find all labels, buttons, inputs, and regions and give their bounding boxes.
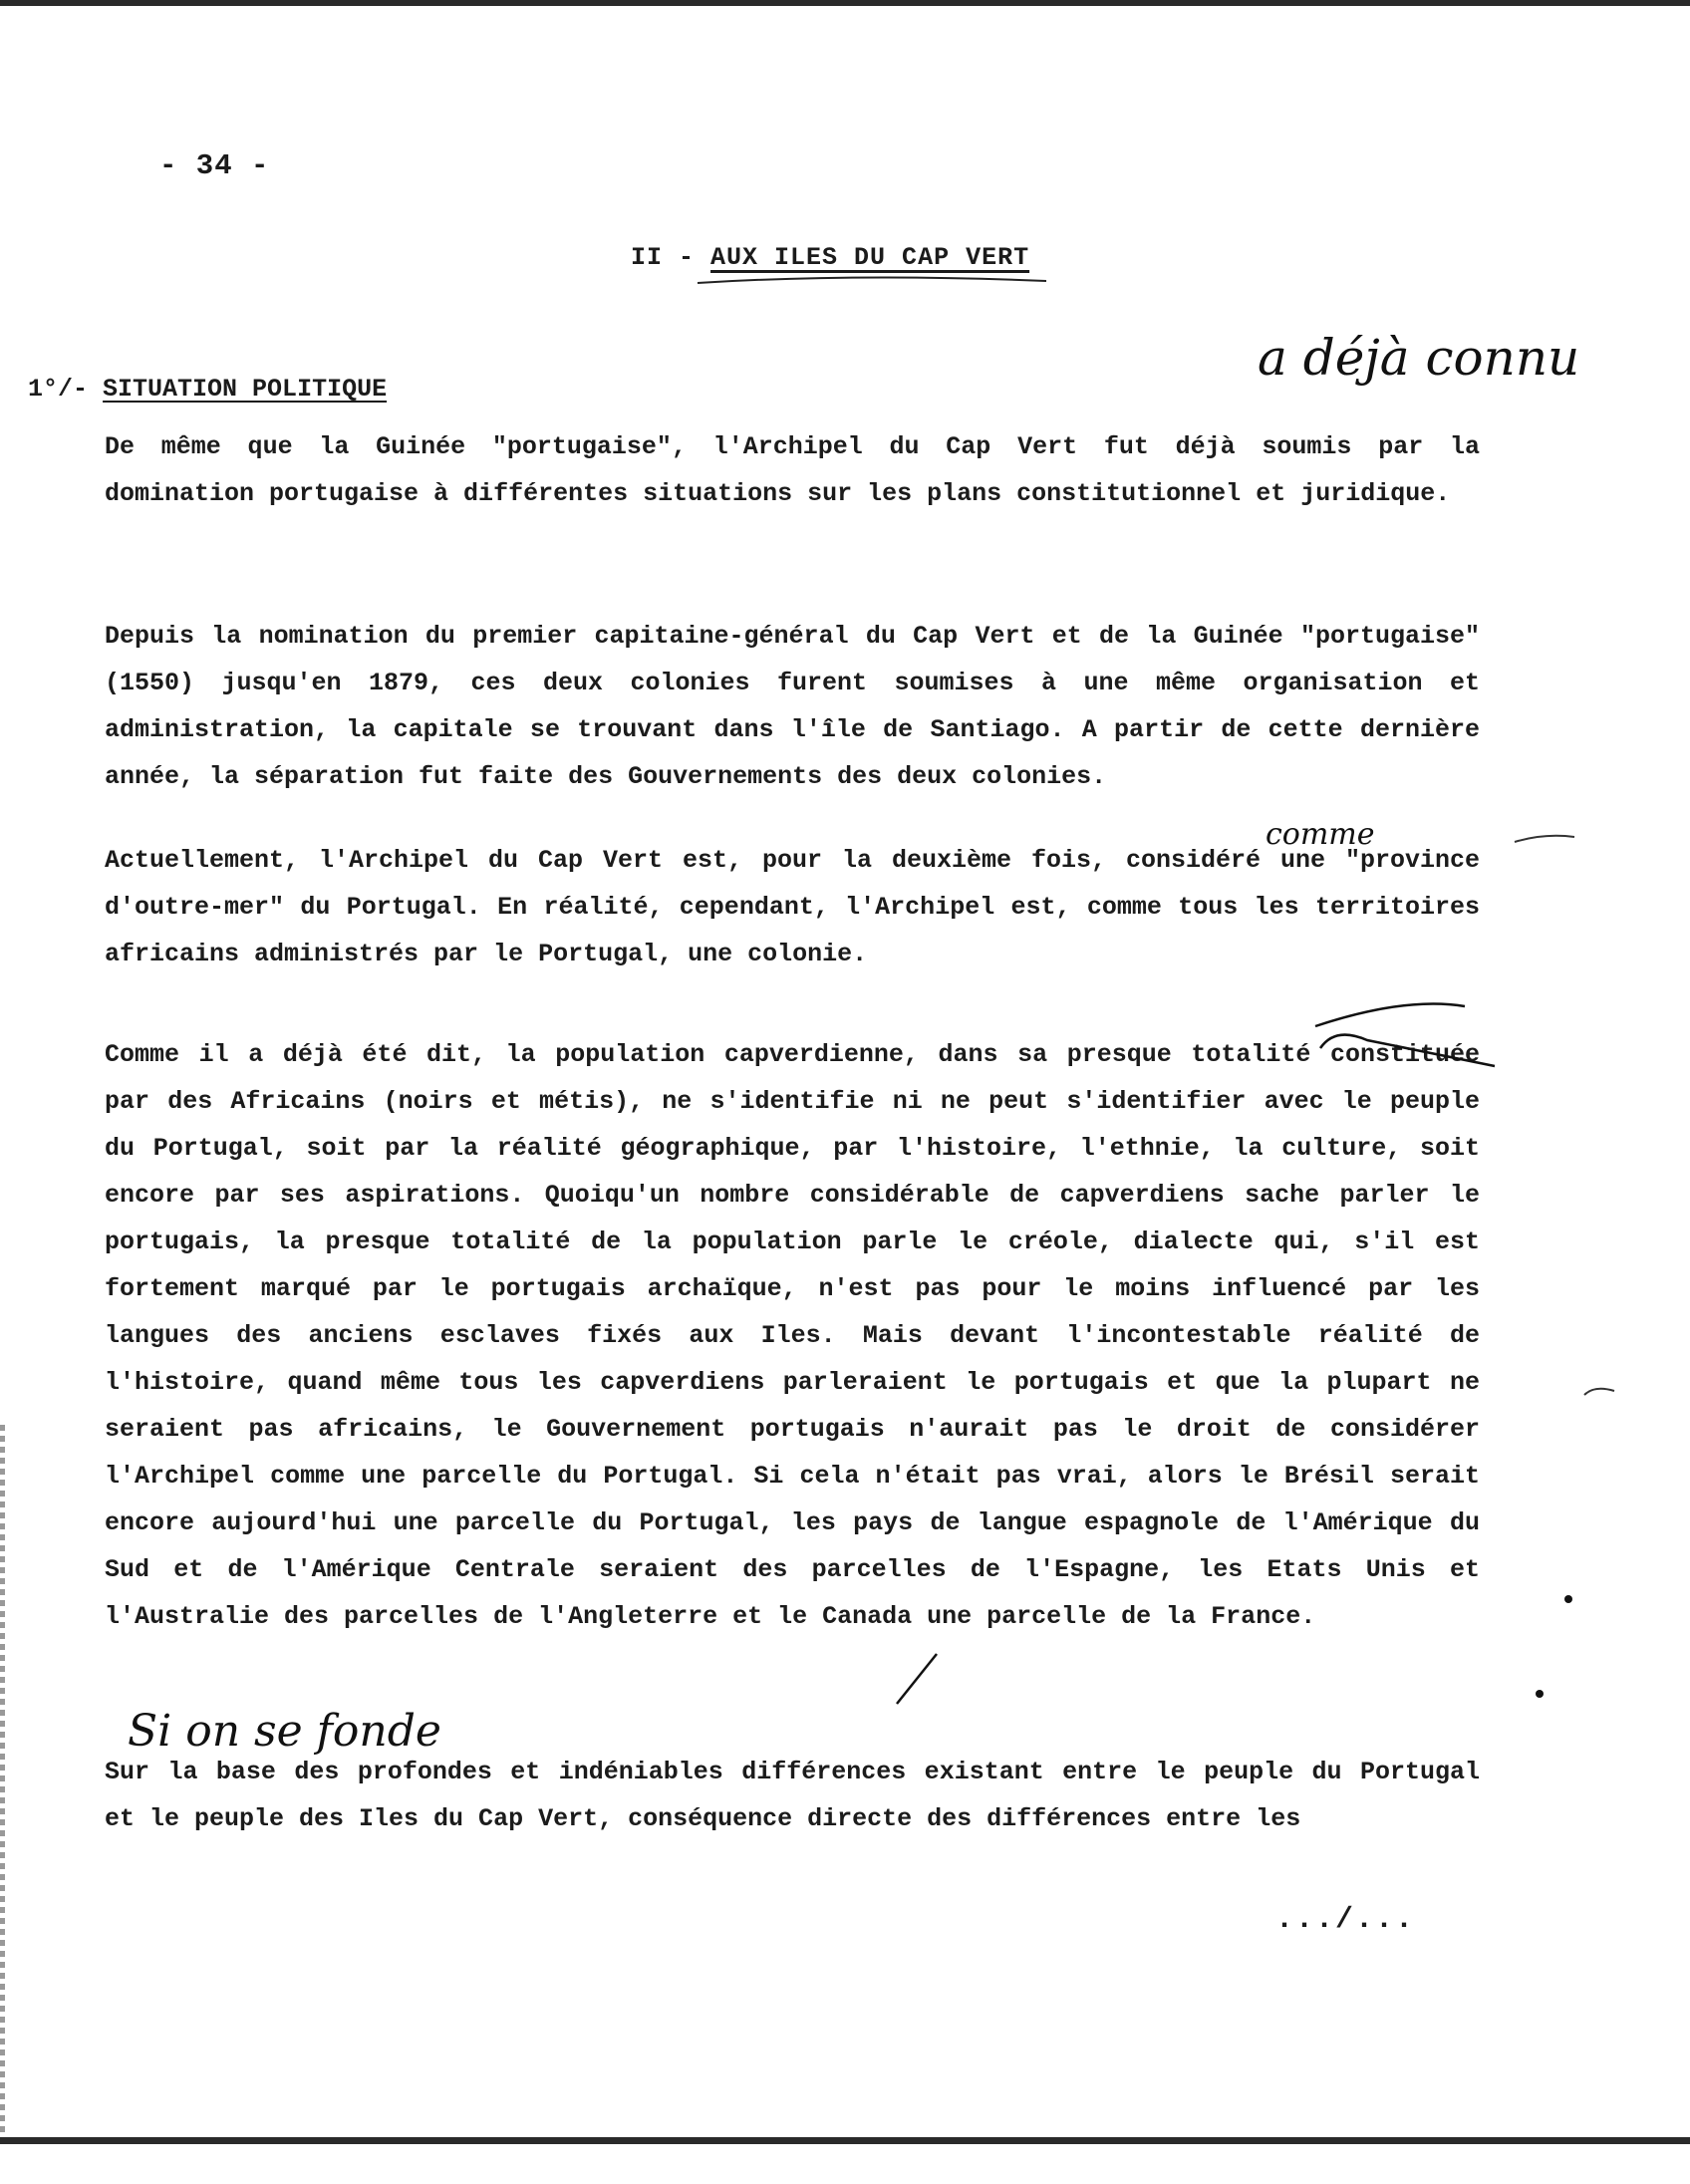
bottom-border — [0, 2137, 1690, 2144]
handwritten-note: comme — [1266, 817, 1375, 852]
section-heading — [28, 375, 387, 404]
paragraph-2: Depuis la nomination du premier capitaine-général du Cap Vert et de la Guinée "portugaise" (1550) jusqu'en 1879, ces deux colonies furent soumises à une même organisation et administration, la capitale se trouvant dans l'île de Santiago. A partir de cette dernière année, la séparation fut faite des Gouvernements des deux colonies. — [105, 622, 1480, 791]
handwritten-note: Si on se fonde — [128, 1706, 441, 1757]
handwritten-note: a déjà connu — [1258, 329, 1580, 387]
section-heading-text: SITUATION POLITIQUE — [103, 375, 388, 404]
chapter-title — [631, 243, 1029, 272]
top-border — [0, 0, 1690, 6]
paragraph-1: De même que la Guinée "portugaise", l'Archipel du Cap Vert fut déjà soumis par la domination portugaise à différentes situations sur les plans constitutionnel et juridique. — [105, 432, 1480, 508]
chapter-numeral: II - — [631, 243, 696, 272]
paragraph-3: Actuellement, l'Archipel du Cap Vert est, pour la deuxième fois, considéré une "province d'outre-mer" du Portugal. En réalité, cependant, l'Archipel est, comme tous les territoires africains administrés par le Portugal, une colonie. — [105, 846, 1480, 968]
left-edge-artifact — [0, 1425, 5, 2142]
page-number: - 34 - — [159, 149, 270, 182]
paragraph-5: Sur la base des profondes et indéniables différences existant entre le peuple du Portugal et le peuple des Iles du Cap Vert, conséquence directe des différences entre les — [105, 1758, 1480, 1833]
section-number: 1°/- — [28, 375, 89, 404]
chapter-title-text: AUX ILES DU CAP VERT — [710, 243, 1030, 272]
paragraph-4: Comme il a déjà été dit, la population capverdienne, dans sa presque totalité constituée par des Africains (noirs et métis), ne s'identifie ni ne peut s'identifier avec le peuple du Portugal, soit par la réalité géographique, par l'histoire, l'ethnie, la culture, soit encore par ses aspirations. Quoiqu'un nombre considérable de capverdiens sache parler le portugais, la presque totalité de la population parle le créole, dialecte qui, s'il est fortement marqué par le portugais archaïque, n'est pas pour le moins influencé par les langues des anciens esclaves fixés aux Iles. Mais devant l'incontestable réalité de l'histoire, quand même tous les capverdiens parleraient le portugais et que la plupart ne seraient pas africains, le Gouvernement portugais n'aurait pas le droit de considérer l'Archipel comme une parcelle du Portugal. Si cela n'était pas vrai, alors le Brésil serait encore aujourd'hui une parcelle du Portugal, les pays de langue espagnole de l'Amérique du Sud et de l'Amérique Centrale seraient des parcelles de l'Espagne, les Etats Unis et l'Australie des parcelles de l'Angleterre et le Canada une parcelle de la France. — [105, 1040, 1480, 1631]
continuation-marker: .../... — [1275, 1903, 1416, 1937]
